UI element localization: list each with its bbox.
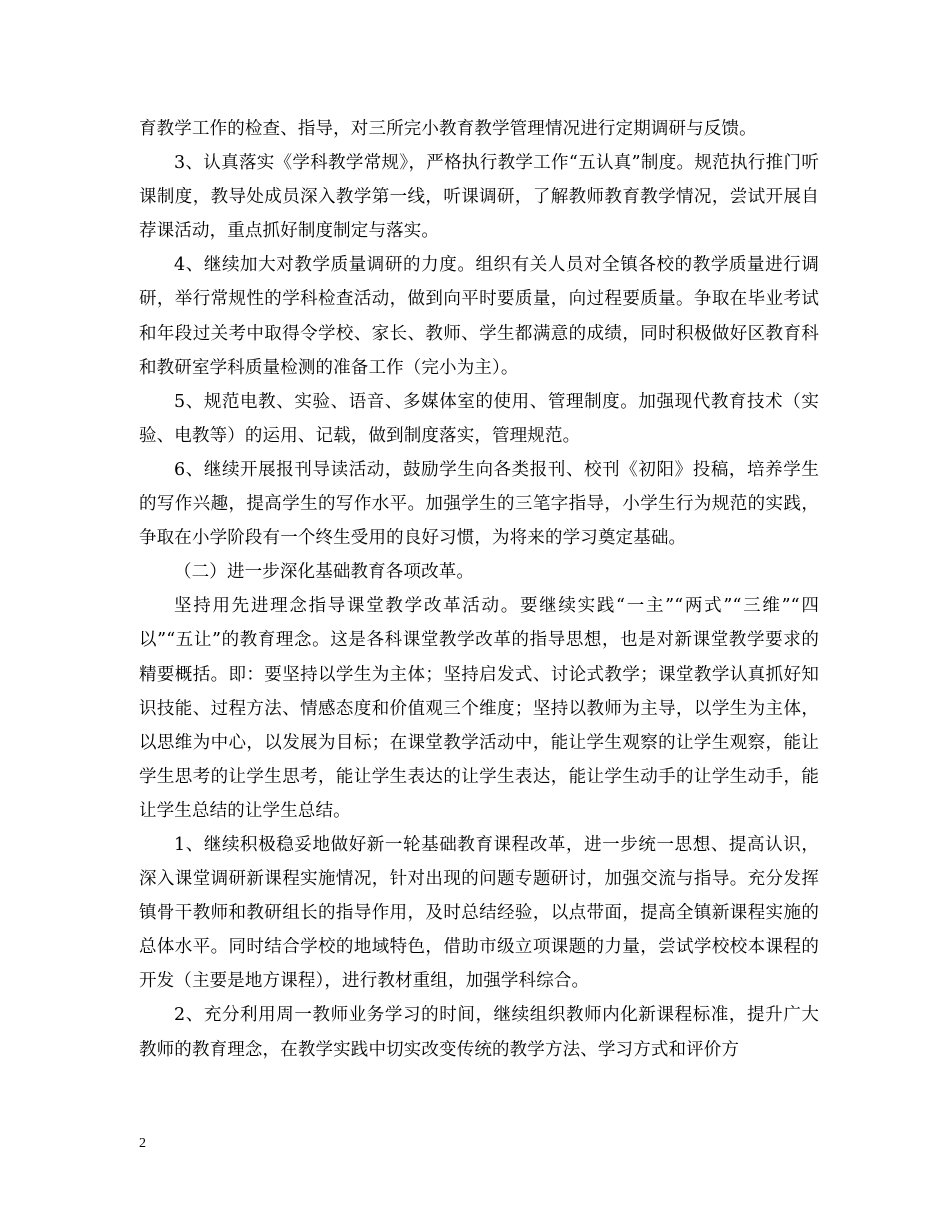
paragraph-4: 5、规范电教、实验、语音、多媒体室的使用、管理制度。加强现代教育技术（实验、电教等）的运用、记载，做到制度落实，管理规范。	[139, 391, 819, 446]
page-number: 2	[139, 1136, 146, 1151]
paragraph-8: 1、继续积极稳妥地做好新一轮基础教育课程改革，进一步统一思想、提高认识，深入课堂调研新课程实施情况，针对出现的问题专题研讨，加强交流与指导。充分发挥镇骨干教师和教研组长的指导作用，及时总结经验，以点带面，提高全镇新课程实施的总体水平。同时结合学校的地域特色，借助市级立项课题的力量，尝试学校校本课程的开发（主要是地方课程），进行教材重组，加强学科综合。	[139, 834, 819, 992]
paragraph-3: 4、继续加大对教学质量调研的力度。组织有关人员对全镇各校的教学质量进行调研，举行常规性的学科检查活动，做到向平时要质量，向过程要质量。争取在毕业考试和年段过关考中取得令学校、家长、教师、学生都满意的成绩，同时积极做好区教育科和教研室学科质量检测的准备工作（完小为主）。	[139, 255, 819, 378]
section-heading: （二）进一步深化基础教育各项改革。	[174, 562, 475, 583]
paragraph-5: 6、继续开展报刊导读活动，鼓励学生向各类报刊、校刊《初阳》投稿，培养学生的写作兴趣，提高学生的写作水平。加强学生的三笔字指导，小学生行为规范的实践，争取在小学阶段有一个终生受用的良好习惯，为将来的学习奠定基础。	[139, 459, 819, 549]
paragraph-7: 坚持用先进理念指导课堂教学改革活动。要继续实践“一主”“两式”“三维”“四以”“五让”的教育理念。这是各科课堂教学改革的指导思想，也是对新课堂教学要求的精要概括。即：要坚持以学生为主体；坚持启发式、讨论式教学；课堂教学认真抓好知识技能、过程方法、情感态度和价值观三个维度；坚持以教师为主导，以学生为主体，以思维为中心，以发展为目标；在课堂教学活动中，能让学生观察的让学生观察，能让学生思考的让学生思考，能让学生表达的让学生表达，能让学生动手的让学生动手，能让学生总结的让学生总结。	[139, 596, 819, 821]
paragraph-1: 育教学工作的检查、指导，对三所完小教育教学管理情况进行定期调研与反馈。	[139, 119, 757, 139]
paragraph-2: 3、认真落实《学科教学常规》，严格执行教学工作“五认真”制度。规范执行推门听课制度，教导处成员深入教学第一线，听课调研，了解教师教育教学情况，尝试开展自荐课活动，重点抓好制度制定与落实。	[139, 153, 819, 242]
document-body	[139, 112, 819, 1067]
paragraph-9: 2、充分利用周一教师业务学习的时间，继续组织教师内化新课程标准，提升广大教师的教育理念，在教学实践中切实改变传统的教学方法、学习方式和评价方	[139, 1005, 819, 1060]
